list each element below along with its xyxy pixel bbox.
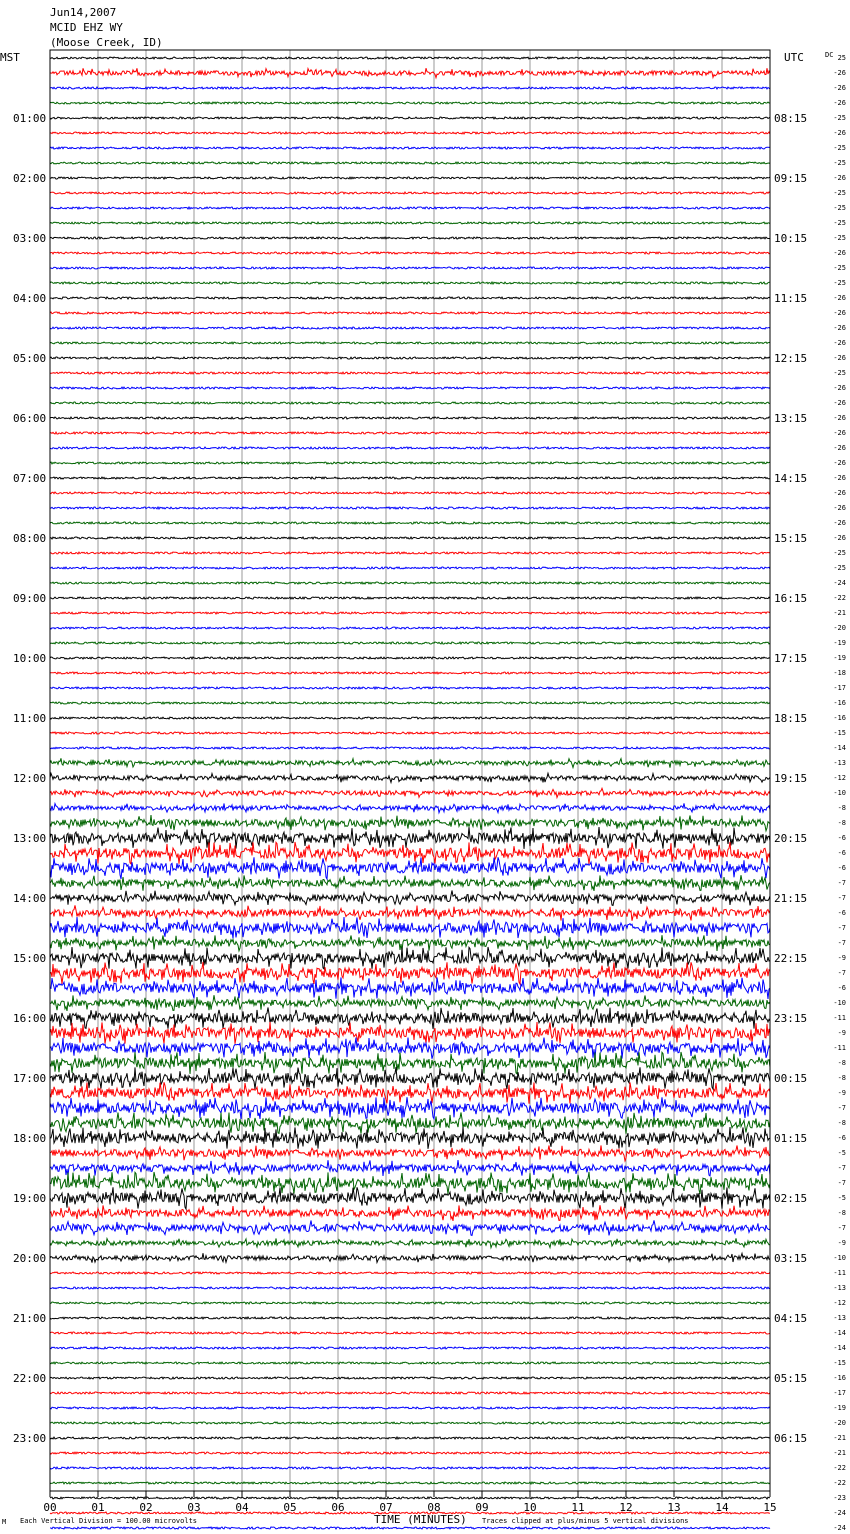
utc-hour-label: 18:15	[774, 712, 808, 725]
dc-offset-value: -26	[833, 324, 846, 332]
dc-offset-value: -26	[833, 384, 846, 392]
x-tick-label: 05	[283, 1501, 297, 1514]
dc-offset-value: -7	[837, 969, 846, 977]
mst-hour-label: 05:00	[13, 352, 47, 365]
dc-offset-value: -16	[833, 714, 846, 722]
mst-hour-label: 18:00	[13, 1132, 47, 1145]
dc-offset-value: -16	[833, 699, 846, 707]
mst-hour-label: 06:00	[13, 412, 47, 425]
utc-hour-label: 05:15	[774, 1372, 808, 1385]
dc-offset-value: -10	[833, 999, 846, 1007]
utc-hour-label: 08:15	[774, 112, 808, 125]
dc-offset-value: -26	[833, 459, 846, 467]
x-tick-label: 02	[139, 1501, 153, 1514]
dc-offset-value: -26	[833, 489, 846, 497]
dc-offset-value: -14	[833, 1344, 846, 1352]
dc-offset-value: -15	[833, 729, 846, 737]
mst-hour-label: 08:00	[13, 532, 47, 545]
dc-offset-value: -14	[833, 744, 846, 752]
mst-hour-label: 21:00	[13, 1312, 47, 1325]
dc-offset-value: -23	[833, 1494, 846, 1502]
dc-offset-value: -8	[837, 804, 846, 812]
dc-offset-value: -7	[837, 894, 846, 902]
dc-offset-value: -9	[837, 1239, 846, 1247]
dc-offset-value: -8	[837, 1059, 846, 1067]
dc-offset-value: -26	[833, 174, 846, 182]
mst-hour-label: 03:00	[13, 232, 47, 245]
dc-offset-value: -25	[833, 234, 846, 242]
dc-offset-value: -6	[837, 834, 846, 842]
x-tick-label: 09	[475, 1501, 489, 1514]
dc-offset-value: -25	[833, 219, 846, 227]
dc-offset-value: -6	[837, 864, 846, 872]
dc-offset-value: -21	[833, 1449, 846, 1457]
dc-offset-value: -24	[833, 1524, 846, 1532]
timezone-label-left: MST	[0, 51, 20, 64]
dc-offset-value: -6	[837, 1134, 846, 1142]
dc-offset-value: -25	[833, 189, 846, 197]
mst-hour-label: 17:00	[13, 1072, 47, 1085]
dc-offset-value: -16	[833, 1374, 846, 1382]
dc-offset-value: -9	[837, 1029, 846, 1037]
mst-hour-label: 07:00	[13, 472, 47, 485]
dc-offset-value: -17	[833, 684, 846, 692]
dc-offset-value: -26	[833, 249, 846, 257]
x-tick-label: 14	[715, 1501, 729, 1514]
utc-hour-label: 19:15	[774, 772, 808, 785]
utc-hour-label: 13:15	[774, 412, 808, 425]
x-tick-label: 00	[43, 1501, 57, 1514]
dc-offset-value: -26	[833, 84, 846, 92]
mst-hour-label: 13:00	[13, 832, 47, 845]
dc-offset-value: -14	[833, 1329, 846, 1337]
dc-offset-value: -11	[833, 1269, 846, 1277]
mst-hour-label: 12:00	[13, 772, 47, 785]
dc-offset-value: -6	[837, 984, 846, 992]
dc-offset-value: -25	[833, 564, 846, 572]
mst-hour-label: 23:00	[13, 1432, 47, 1445]
dc-offset-value: -13	[833, 1284, 846, 1292]
scale-note: Each Vertical Division = 100.00 microvolts	[20, 1517, 198, 1525]
dc-offset-value: -26	[833, 444, 846, 452]
dc-offset-value: -12	[833, 1299, 846, 1307]
dc-offset-value: -7	[837, 879, 846, 887]
x-tick-label: 06	[331, 1501, 345, 1514]
dc-offset-value: -15	[833, 1359, 846, 1367]
dc-offset-value: -22	[833, 1479, 846, 1487]
dc-offset-value: -26	[833, 429, 846, 437]
utc-hour-label: 17:15	[774, 652, 808, 665]
mst-hour-label: 14:00	[13, 892, 47, 905]
dc-offset-value: -10	[833, 789, 846, 797]
utc-hour-label: 14:15	[774, 472, 808, 485]
dc-offset-value: -22	[833, 1464, 846, 1472]
x-tick-label: 03	[187, 1501, 201, 1514]
utc-hour-label: 02:15	[774, 1192, 808, 1205]
dc-offset-value: -7	[837, 1224, 846, 1232]
dc-offset-value: -8	[837, 819, 846, 827]
dc-offset-value: -21	[833, 1434, 846, 1442]
dc-offset-value: -25	[833, 264, 846, 272]
header-date: Jun14,2007	[50, 6, 117, 19]
timezone-label-right: UTC	[784, 51, 804, 64]
utc-hour-label: 22:15	[774, 952, 808, 965]
x-tick-label: 04	[235, 1501, 249, 1514]
mst-hour-label: 02:00	[13, 172, 47, 185]
mst-hour-label: 22:00	[13, 1372, 47, 1385]
dc-offset-value: -19	[833, 654, 846, 662]
mst-hour-label: 04:00	[13, 292, 47, 305]
x-tick-label: 08	[427, 1501, 441, 1514]
x-tick-label: 12	[619, 1501, 633, 1514]
x-tick-label: 10	[523, 1501, 537, 1514]
dc-offset-value: -26	[833, 294, 846, 302]
x-tick-label: 11	[571, 1501, 585, 1514]
utc-hour-label: 03:15	[774, 1252, 808, 1265]
utc-hour-label: 15:15	[774, 532, 808, 545]
dc-offset-value: -21	[833, 609, 846, 617]
utc-hour-label: 12:15	[774, 352, 808, 365]
utc-hour-label: 16:15	[774, 592, 808, 605]
mst-hour-label: 11:00	[13, 712, 47, 725]
dc-offset-value: -24	[833, 579, 846, 587]
dc-offset-value: -26	[833, 309, 846, 317]
header-location: (Moose Creek, ID)	[50, 36, 163, 49]
utc-hour-label: 00:15	[774, 1072, 808, 1085]
dc-offset-value: -7	[837, 1104, 846, 1112]
dc-offset-value: -17	[833, 1389, 846, 1397]
dc-offset-value: -11	[833, 1044, 846, 1052]
dc-offset-value: -7	[837, 924, 846, 932]
dc-offset-value: -5	[837, 1194, 846, 1202]
dc-offset-value: -8	[837, 1074, 846, 1082]
dc-offset-value: -26	[833, 534, 846, 542]
mst-hour-label: 09:00	[13, 592, 47, 605]
dc-offset-value: -9	[837, 954, 846, 962]
dc-offset-value: -26	[833, 474, 846, 482]
utc-hour-label: 10:15	[774, 232, 808, 245]
utc-hour-label: 23:15	[774, 1012, 808, 1025]
mst-hour-label: 15:00	[13, 952, 47, 965]
dc-offset-value: -19	[833, 1404, 846, 1412]
mst-hour-label: 19:00	[13, 1192, 47, 1205]
dc-offset-value: -25	[833, 159, 846, 167]
mst-hour-label: 01:00	[13, 112, 47, 125]
dc-label: DC	[825, 51, 834, 59]
dc-offset-value: -26	[833, 519, 846, 527]
dc-offset-value: -26	[833, 399, 846, 407]
dc-offset-value: -26	[833, 354, 846, 362]
dc-offset-value: -7	[837, 1179, 846, 1187]
utc-hour-label: 06:15	[774, 1432, 808, 1445]
dc-offset-value: -7	[837, 1164, 846, 1172]
utc-hour-label: 11:15	[774, 292, 808, 305]
dc-offset-value: -12	[833, 774, 846, 782]
utc-hour-label: 20:15	[774, 832, 808, 845]
dc-offset-value: -13	[833, 1314, 846, 1322]
utc-hour-label: 09:15	[774, 172, 808, 185]
dc-offset-value: -10	[833, 1254, 846, 1262]
dc-offset-value: -26	[833, 504, 846, 512]
dc-offset-value: -6	[837, 909, 846, 917]
clip-note: Traces clipped at plus/minus 5 vertical divisions	[482, 1517, 689, 1525]
dc-offset-value: -7	[837, 939, 846, 947]
dc-offset-value: -26	[833, 99, 846, 107]
utc-hour-label: 21:15	[774, 892, 808, 905]
dc-offset-value: -13	[833, 759, 846, 767]
dc-offset-value: -26	[833, 69, 846, 77]
mst-hour-label: 20:00	[13, 1252, 47, 1265]
dc-offset-value: -25	[833, 114, 846, 122]
x-tick-label: 13	[667, 1501, 681, 1514]
dc-offset-value: -8	[837, 1209, 846, 1217]
x-tick-label: 07	[379, 1501, 393, 1514]
dc-offset-value: -24	[833, 1509, 846, 1517]
dc-offset-value: -22	[833, 594, 846, 602]
dc-offset-value: -25	[833, 369, 846, 377]
header-station: MCID EHZ WY	[50, 21, 123, 34]
dc-offset-value: -5	[837, 1149, 846, 1157]
mst-hour-label: 10:00	[13, 652, 47, 665]
dc-offset-value: -9	[837, 1089, 846, 1097]
x-tick-label: 15	[763, 1501, 777, 1514]
dc-offset-value: -25	[833, 204, 846, 212]
dc-offset-value: -20	[833, 1419, 846, 1427]
x-tick-label: 01	[91, 1501, 105, 1514]
dc-offset-value: -26	[833, 414, 846, 422]
dc-offset-value: -25	[833, 144, 846, 152]
x-axis-label: TIME (MINUTES)	[374, 1513, 467, 1526]
dc-offset-value: -19	[833, 639, 846, 647]
mst-hour-label: 16:00	[13, 1012, 47, 1025]
dc-offset-value: -20	[833, 624, 846, 632]
corner-mark: M	[2, 1518, 7, 1526]
dc-offset-value: -11	[833, 1014, 846, 1022]
utc-hour-label: 01:15	[774, 1132, 808, 1145]
dc-offset-value: -26	[833, 129, 846, 137]
utc-hour-label: 04:15	[774, 1312, 808, 1325]
dc-offset-value: -18	[833, 669, 846, 677]
dc-offset-value: -26	[833, 339, 846, 347]
dc-offset-value: -25	[833, 549, 846, 557]
dc-offset-value: -25	[833, 279, 846, 287]
dc-offset-value: 25	[837, 54, 846, 62]
dc-offset-value: -6	[837, 849, 846, 857]
dc-offset-value: -8	[837, 1119, 846, 1127]
